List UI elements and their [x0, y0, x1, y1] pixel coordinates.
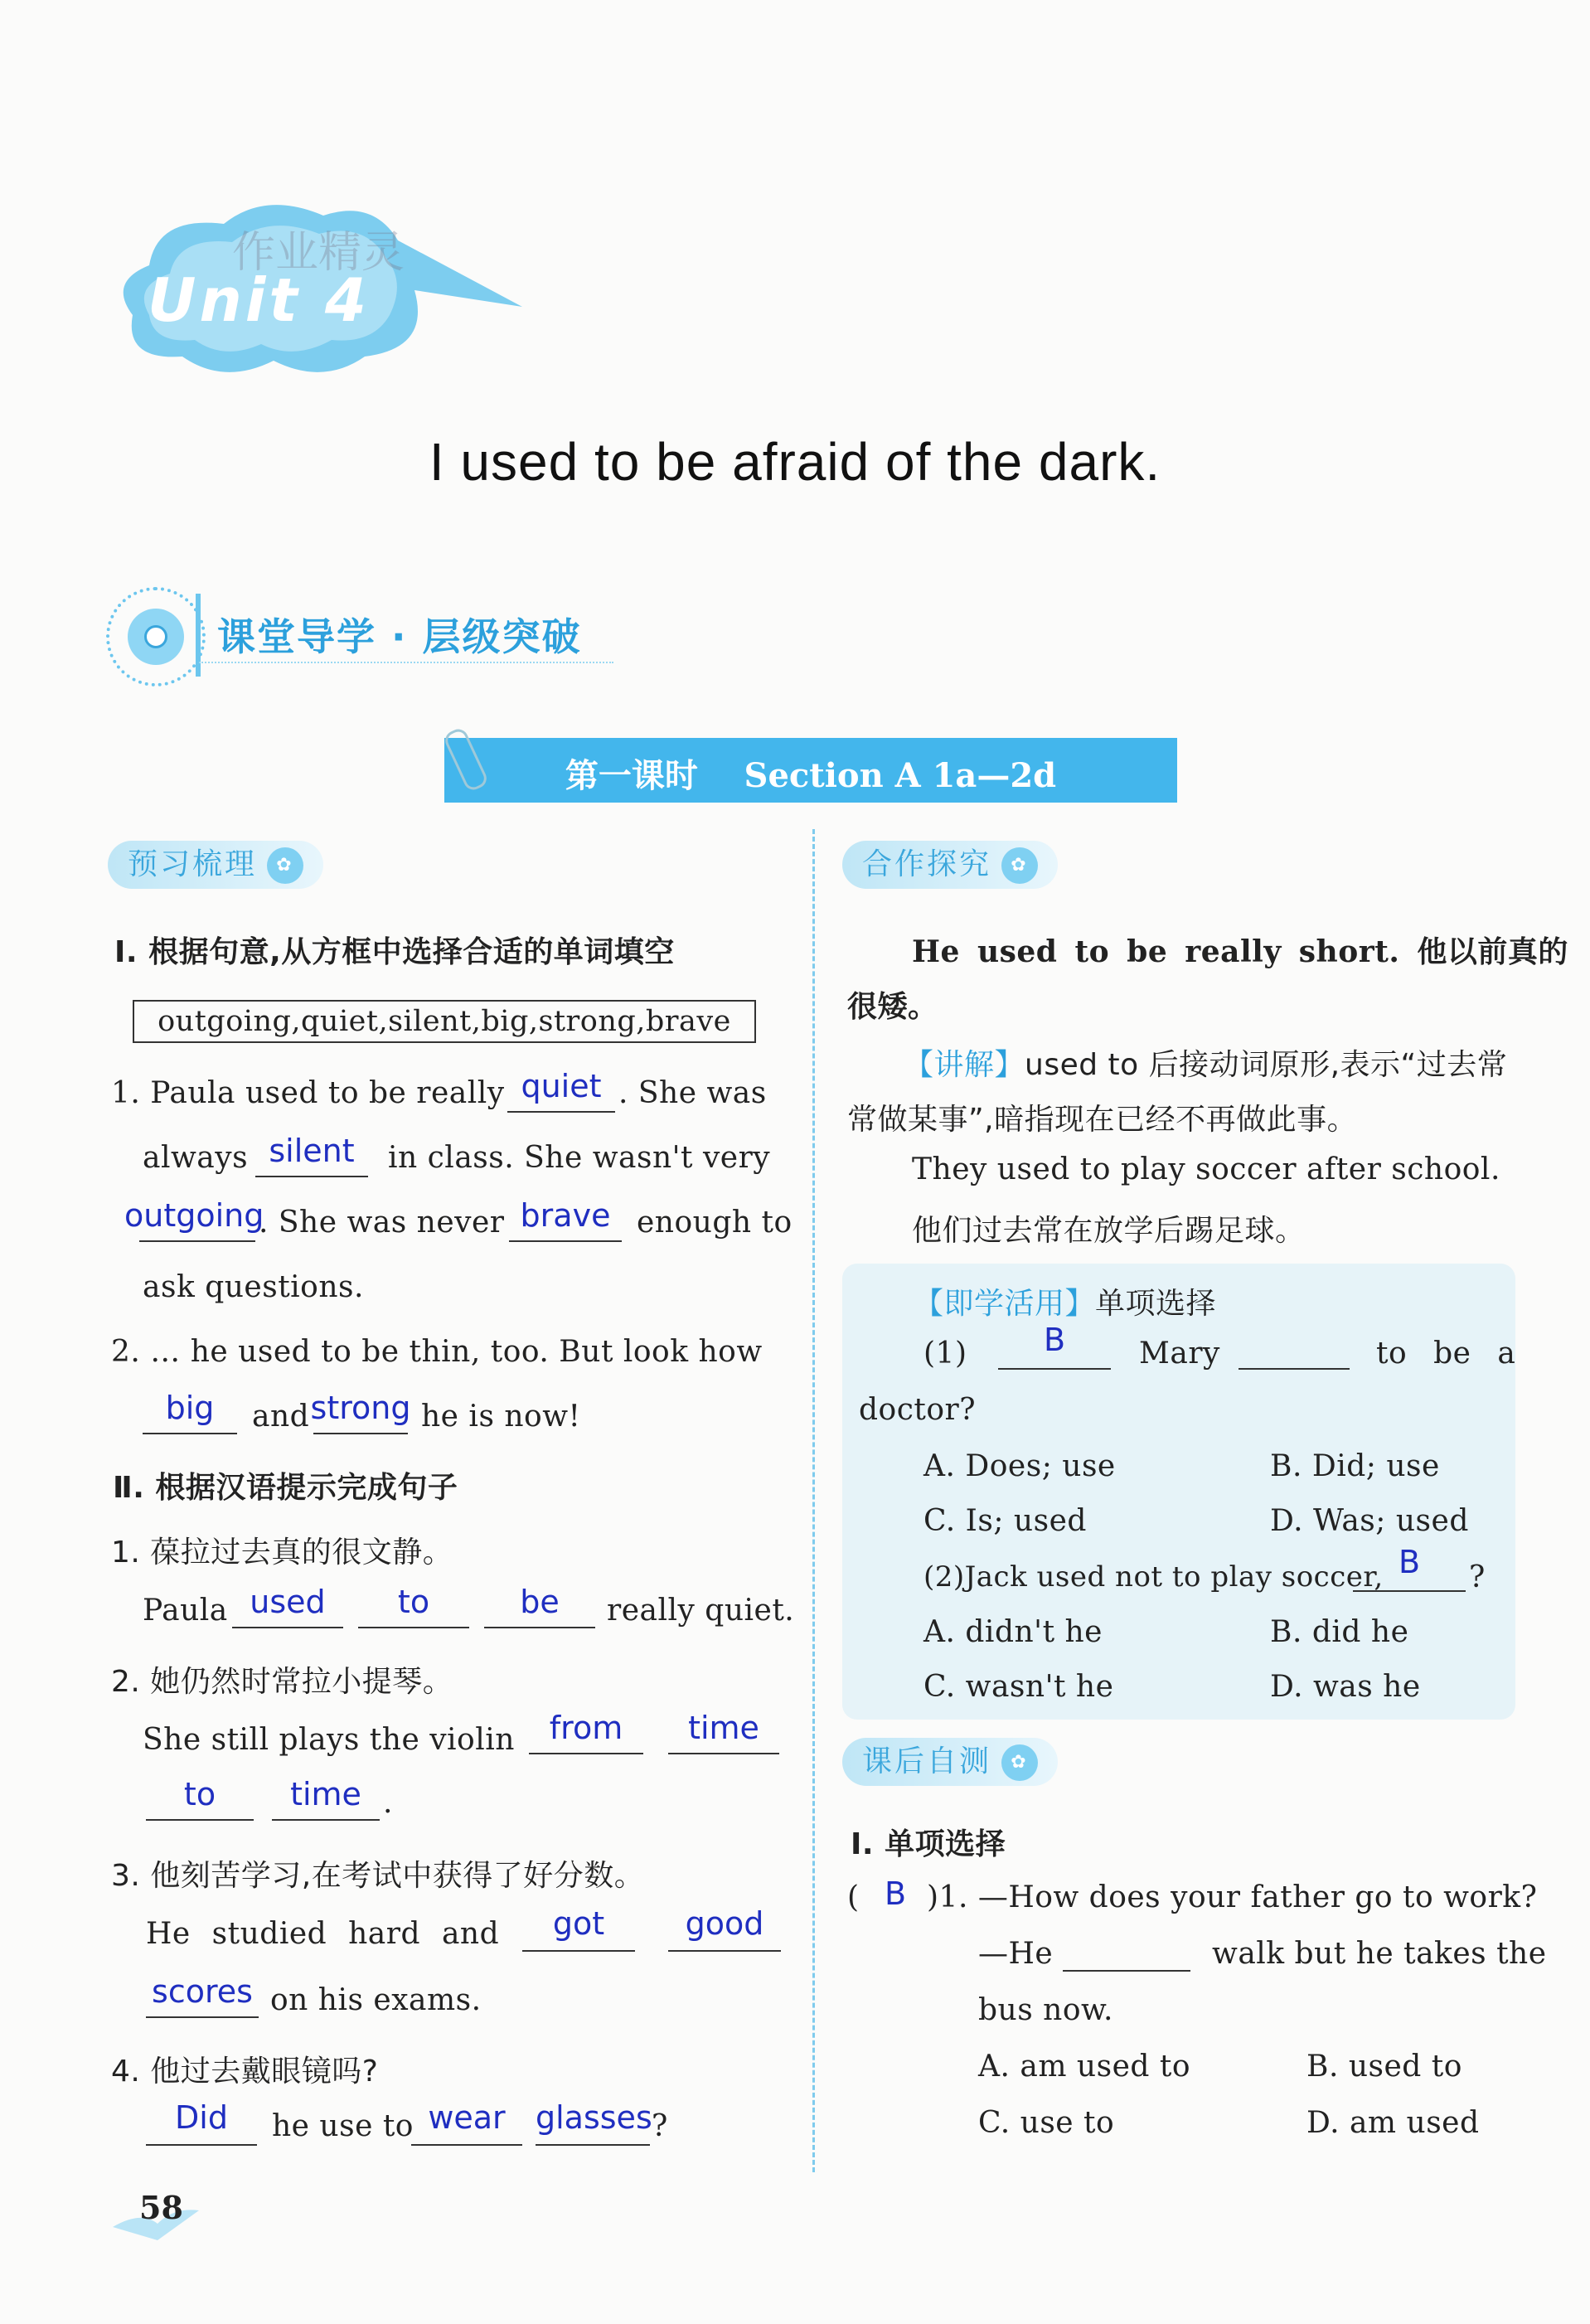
- p2-option-b: B. did he: [1270, 1615, 1409, 1649]
- q2-blank-2: [313, 1433, 408, 1434]
- right-q1-blank: [1063, 1970, 1190, 1972]
- p1-blank-1: [998, 1368, 1111, 1370]
- s2-blank-2: [668, 1753, 779, 1754]
- s2-answer-2: time: [688, 1710, 759, 1746]
- p1-line2: doctor?: [859, 1393, 977, 1427]
- leaf-icon: ✿: [267, 847, 303, 884]
- s1-cn: 1. 葆拉过去真的很文静。: [111, 1536, 453, 1570]
- q1-text-f: enough to: [637, 1206, 793, 1240]
- word-box: [133, 1000, 756, 1043]
- s1-blank-3: [484, 1627, 595, 1628]
- q2-text-c: he is now!: [421, 1400, 581, 1434]
- page-number: 58: [139, 2189, 183, 2226]
- q1-blank-4: [509, 1240, 622, 1242]
- q1-blank-2: [255, 1176, 368, 1177]
- s3-answer-2: good: [685, 1905, 764, 1942]
- example-en: They used to play soccer after school.: [912, 1152, 1500, 1186]
- q1-answer-2: silent: [269, 1133, 355, 1169]
- s3-en-a: He studied hard and: [146, 1917, 500, 1951]
- s1-en-b: really quiet.: [607, 1594, 795, 1628]
- p1-tail: to be a: [1376, 1337, 1516, 1371]
- watermark-text: 作业精灵: [232, 228, 405, 278]
- q1-blank-1: [507, 1111, 615, 1113]
- q1-text-b: . She was: [618, 1076, 767, 1110]
- key-sentence-2: 很矮。: [847, 990, 938, 1024]
- s1-answer-3: be: [520, 1584, 560, 1620]
- s4-blank-3: [536, 2144, 650, 2146]
- s2-blank-1: [529, 1753, 643, 1754]
- s4-cn: 4. 他过去戴眼镜吗?: [111, 2055, 379, 2089]
- section-banner-label: 课堂导学 · 层级突破: [217, 614, 582, 659]
- s3-blank-2: [668, 1950, 781, 1952]
- s4-answer-2: wear: [428, 2099, 506, 2136]
- s4-blank-1: [146, 2144, 257, 2146]
- key-sentence-1: He used to be really short. 他以前真的: [912, 934, 1568, 969]
- p2-blank: [1353, 1590, 1466, 1592]
- banner-underline: [199, 662, 613, 663]
- q2-text-a: 2. … he used to be thin, too. But look how: [111, 1335, 763, 1369]
- right-q1-line2b: walk but he takes the: [1212, 1937, 1547, 1971]
- q2-answer-1: big: [165, 1390, 215, 1426]
- p1-option-d: D. Was; used: [1270, 1504, 1469, 1538]
- s2-en: She still plays the violin: [143, 1723, 515, 1757]
- right-q1-line2a: —He: [978, 1937, 1054, 1971]
- s1-answer-1: used: [250, 1584, 326, 1620]
- p1-option-a: A. Does; use: [923, 1449, 1116, 1483]
- s2-blank-3: [146, 1819, 254, 1821]
- right-q1-line3: bus now.: [978, 1993, 1113, 2027]
- s3-cn: 3. 他刻苦学习,在考试中获得了好分数。: [111, 1859, 645, 1893]
- s2-blank-4: [272, 1819, 380, 1821]
- right-q1-option-a: A. am used to: [978, 2050, 1191, 2084]
- s2-answer-4: time: [290, 1776, 361, 1812]
- q1-answer-3: outgoing: [124, 1197, 264, 1234]
- explain-line-1: 【讲解】used to 后接动词原形,表示“过去常: [904, 1048, 1508, 1082]
- right-q1-option-d: D. am used: [1306, 2106, 1480, 2140]
- p1-answer: B: [1043, 1322, 1066, 1358]
- q2-text-b: and: [252, 1400, 310, 1434]
- s4-blank-2: [411, 2144, 522, 2146]
- leaf-icon: ✿: [1001, 847, 1038, 884]
- leaf-icon: ✿: [1001, 1744, 1038, 1781]
- p1-option-b: B. Did; use: [1270, 1449, 1440, 1483]
- q1-text-d: in class. She wasn't very: [388, 1141, 771, 1175]
- compass-icon: [106, 587, 206, 687]
- right-q1-option-c: C. use to: [978, 2106, 1115, 2140]
- q1-text-c: always: [143, 1141, 249, 1175]
- s2-answer-1: from: [549, 1710, 623, 1746]
- s2-period: .: [383, 1786, 393, 1820]
- tag-self-test: 课后自测 ✿: [842, 1738, 1058, 1786]
- s3-blank-3: [146, 2016, 259, 2018]
- word-box-text: outgoing,quiet,silent,big,strong,brave: [158, 1005, 731, 1038]
- q2-blank-1: [143, 1433, 237, 1434]
- left-part2-title: Ⅱ. 根据汉语提示完成句子: [113, 1471, 458, 1505]
- s1-answer-2: to: [397, 1584, 430, 1620]
- practice-box: [842, 1264, 1515, 1720]
- s4-answer-3: glasses: [536, 2099, 652, 2136]
- s4-en-b: ?: [652, 2109, 668, 2143]
- q1-answer-4: brave: [520, 1197, 611, 1234]
- tag-cooperate: 合作探究 ✿: [842, 841, 1058, 889]
- s4-en-a: he use to: [272, 2109, 414, 2143]
- right-q1-answer: B: [884, 1875, 907, 1912]
- explain-line-2: 常做某事”,暗指现在已经不再做此事。: [847, 1103, 1358, 1137]
- p2-option-d: D. was he: [1270, 1670, 1421, 1704]
- banner-divider: [196, 594, 201, 677]
- s2-cn: 2. 她仍然时常拉小提琴。: [111, 1665, 453, 1699]
- p2-option-c: C. wasn't he: [923, 1670, 1114, 1704]
- s3-answer-3: scores: [152, 1973, 253, 2010]
- practice-title: 【即学活用】单项选择: [914, 1287, 1217, 1321]
- s1-en-a: Paula: [143, 1594, 228, 1628]
- right-part1-title: Ⅰ. 单项选择: [851, 1827, 1006, 1861]
- example-cn: 他们过去常在放学后踢足球。: [912, 1214, 1306, 1248]
- p1-num: (1): [923, 1337, 967, 1371]
- page-title: I used to be afraid of the dark.: [429, 432, 1161, 492]
- s3-en-b: on his exams.: [270, 1983, 482, 2017]
- p2-text: (2)Jack used not to play soccer,: [923, 1560, 1384, 1594]
- q2-answer-2: strong: [310, 1390, 411, 1426]
- s2-answer-3: to: [183, 1776, 216, 1812]
- p2-option-a: A. didn't he: [923, 1615, 1103, 1649]
- p1-blank-2: [1239, 1368, 1350, 1370]
- s3-blank-1: [522, 1950, 635, 1952]
- p1-option-c: C. Is; used: [923, 1504, 1087, 1538]
- s1-blank-2: [358, 1627, 469, 1628]
- q1-paren-open: (: [847, 1880, 860, 1914]
- column-divider: [812, 829, 815, 2172]
- tag-preview: 预习梳理 ✿: [108, 841, 323, 889]
- s4-answer-1: Did: [175, 2099, 228, 2136]
- s1-blank-1: [232, 1627, 343, 1628]
- right-q1-line1: )1. —How does your father go to work?: [927, 1880, 1538, 1914]
- left-part1-title: Ⅰ. 根据句意,从方框中选择合适的单词填空: [114, 935, 675, 969]
- q1-text-g: ask questions.: [143, 1270, 364, 1304]
- q1-answer-1: quiet: [521, 1068, 602, 1104]
- q1-blank-3: [139, 1240, 255, 1242]
- right-q1-option-b: B. used to: [1306, 2050, 1462, 2084]
- p2-qmark: ?: [1469, 1560, 1486, 1594]
- p2-answer: B: [1398, 1544, 1421, 1580]
- unit-badge-label: Unit 4: [148, 265, 370, 335]
- q1-text-a: 1. Paula used to be really: [111, 1076, 505, 1110]
- lesson-title: 第一课时 Section A 1a—2d: [565, 756, 1057, 795]
- q1-text-e: . She was never: [259, 1206, 505, 1240]
- p1-mary: Mary: [1139, 1337, 1220, 1371]
- s3-answer-1: got: [552, 1905, 605, 1942]
